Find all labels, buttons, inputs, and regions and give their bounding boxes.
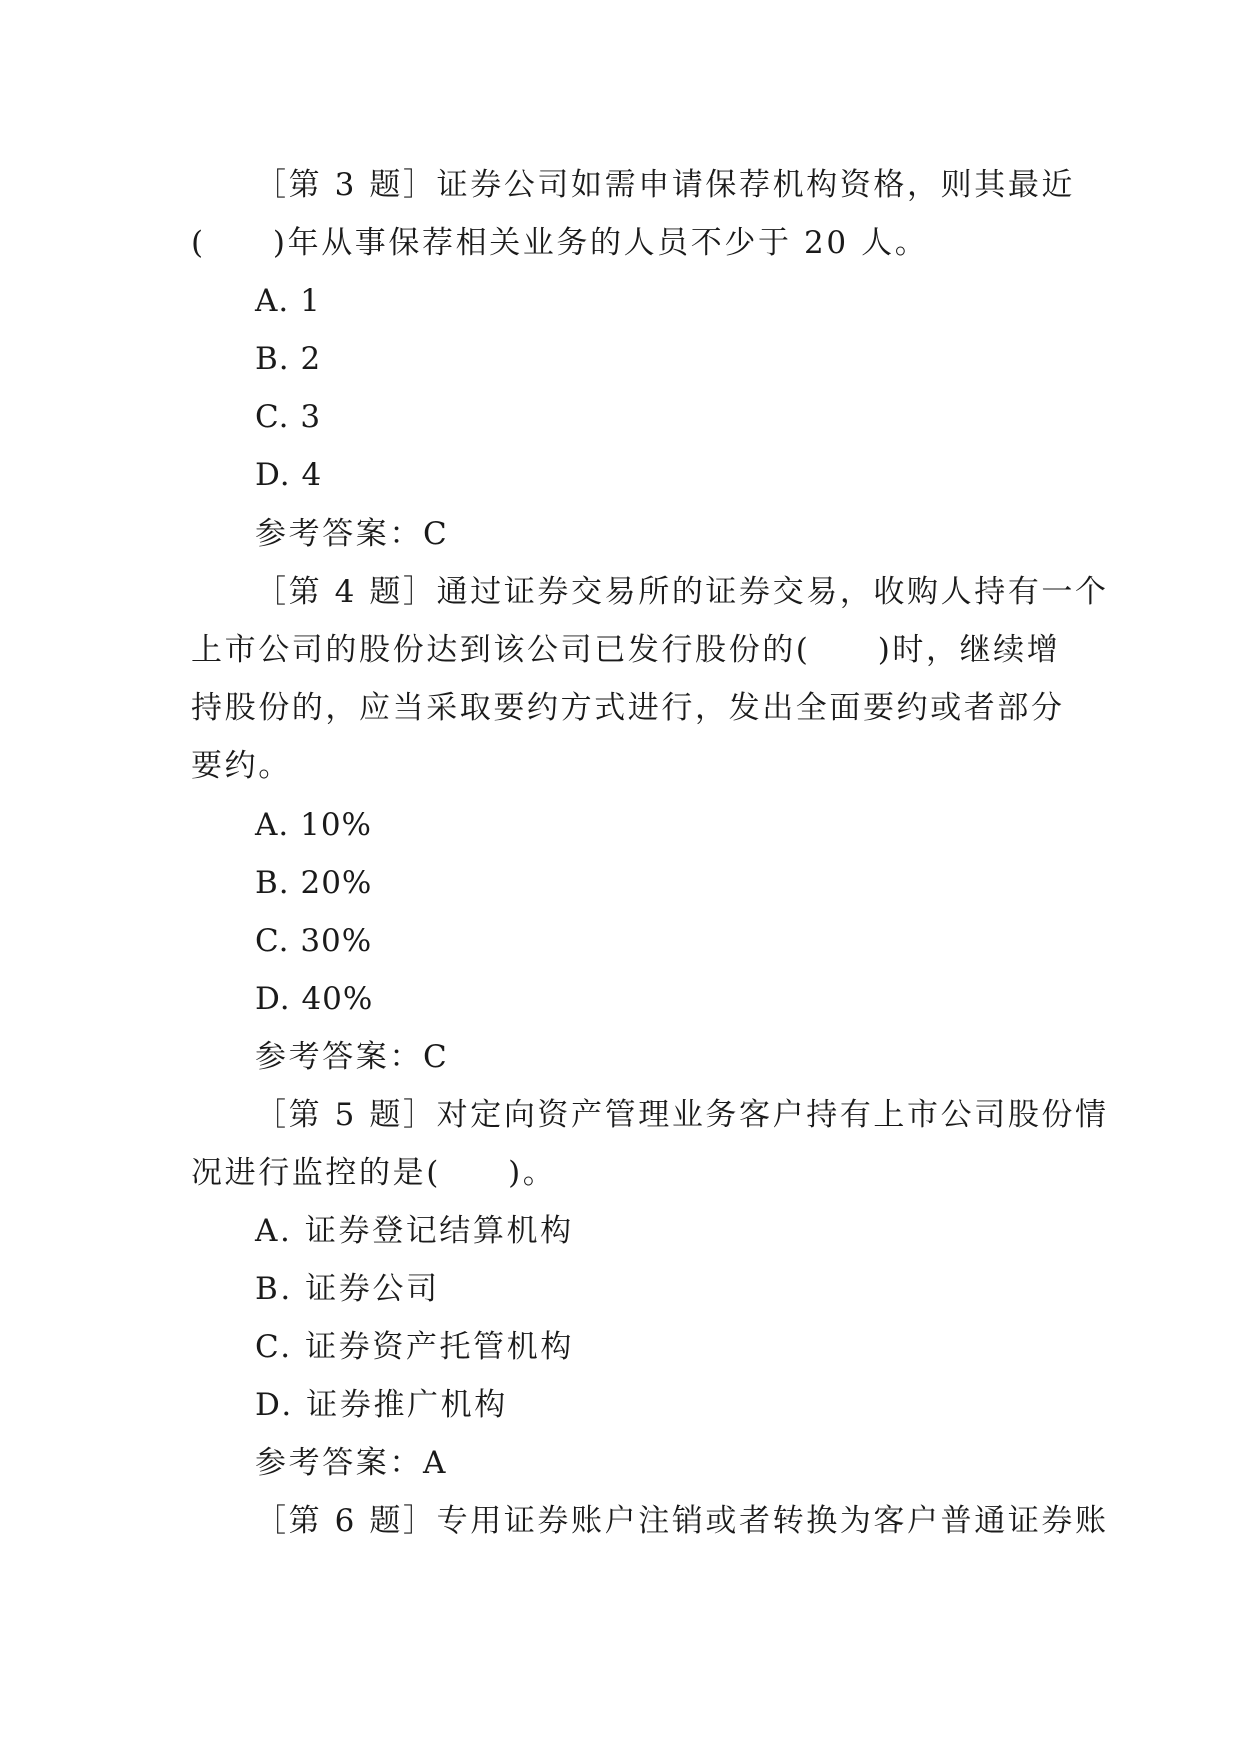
- question-4-text-line-2: 上市公司的股份达到该公司已发行股份的( )时，继续增: [191, 632, 1061, 668]
- question-6-text-line-1: ［第 6 题］专用证券账户注销或者转换为客户普通证券账: [255, 1503, 1109, 1539]
- question-5-text-line-1: ［第 5 题］对定向资产管理业务客户持有上市公司股份情: [255, 1097, 1109, 1133]
- question-4-answer: 参考答案：C: [255, 1039, 450, 1075]
- question-5-text-line-2: 况进行监控的是( )。: [191, 1155, 557, 1191]
- question-3-text-line-1: ［第 3 题］证券公司如需申请保荐机构资格，则其最近: [255, 167, 1076, 203]
- question-4-option-b: B. 20%: [255, 865, 373, 901]
- question-3-option-d: D. 4: [255, 457, 323, 493]
- question-5-option-a: A. 证券登记结算机构: [255, 1213, 574, 1249]
- question-4-text-line-3: 持股份的，应当采取要约方式进行，发出全面要约或者部分: [191, 690, 1065, 726]
- question-5-option-d: D. 证券推广机构: [255, 1387, 508, 1423]
- question-3-option-a: A. 1: [255, 283, 321, 319]
- question-5-option-c: C. 证券资产托管机构: [255, 1329, 574, 1365]
- question-4-text-line-4: 要约。: [191, 748, 292, 784]
- question-4-text-line-1: ［第 4 题］通过证券交易所的证券交易，收购人持有一个: [255, 574, 1109, 610]
- question-3-option-c: C. 3: [255, 399, 322, 435]
- question-5-answer: 参考答案：A: [255, 1445, 448, 1481]
- question-3-answer: 参考答案：C: [255, 516, 450, 552]
- question-4-option-c: C. 30%: [255, 923, 373, 959]
- question-3-option-b: B. 2: [255, 341, 322, 377]
- question-3-text-line-2: ( )年从事保荐相关业务的人员不少于 20 人。: [191, 225, 929, 261]
- question-4-option-a: A. 10%: [255, 807, 372, 843]
- question-4-option-d: D. 40%: [255, 981, 374, 1017]
- question-5-option-b: B. 证券公司: [255, 1271, 440, 1307]
